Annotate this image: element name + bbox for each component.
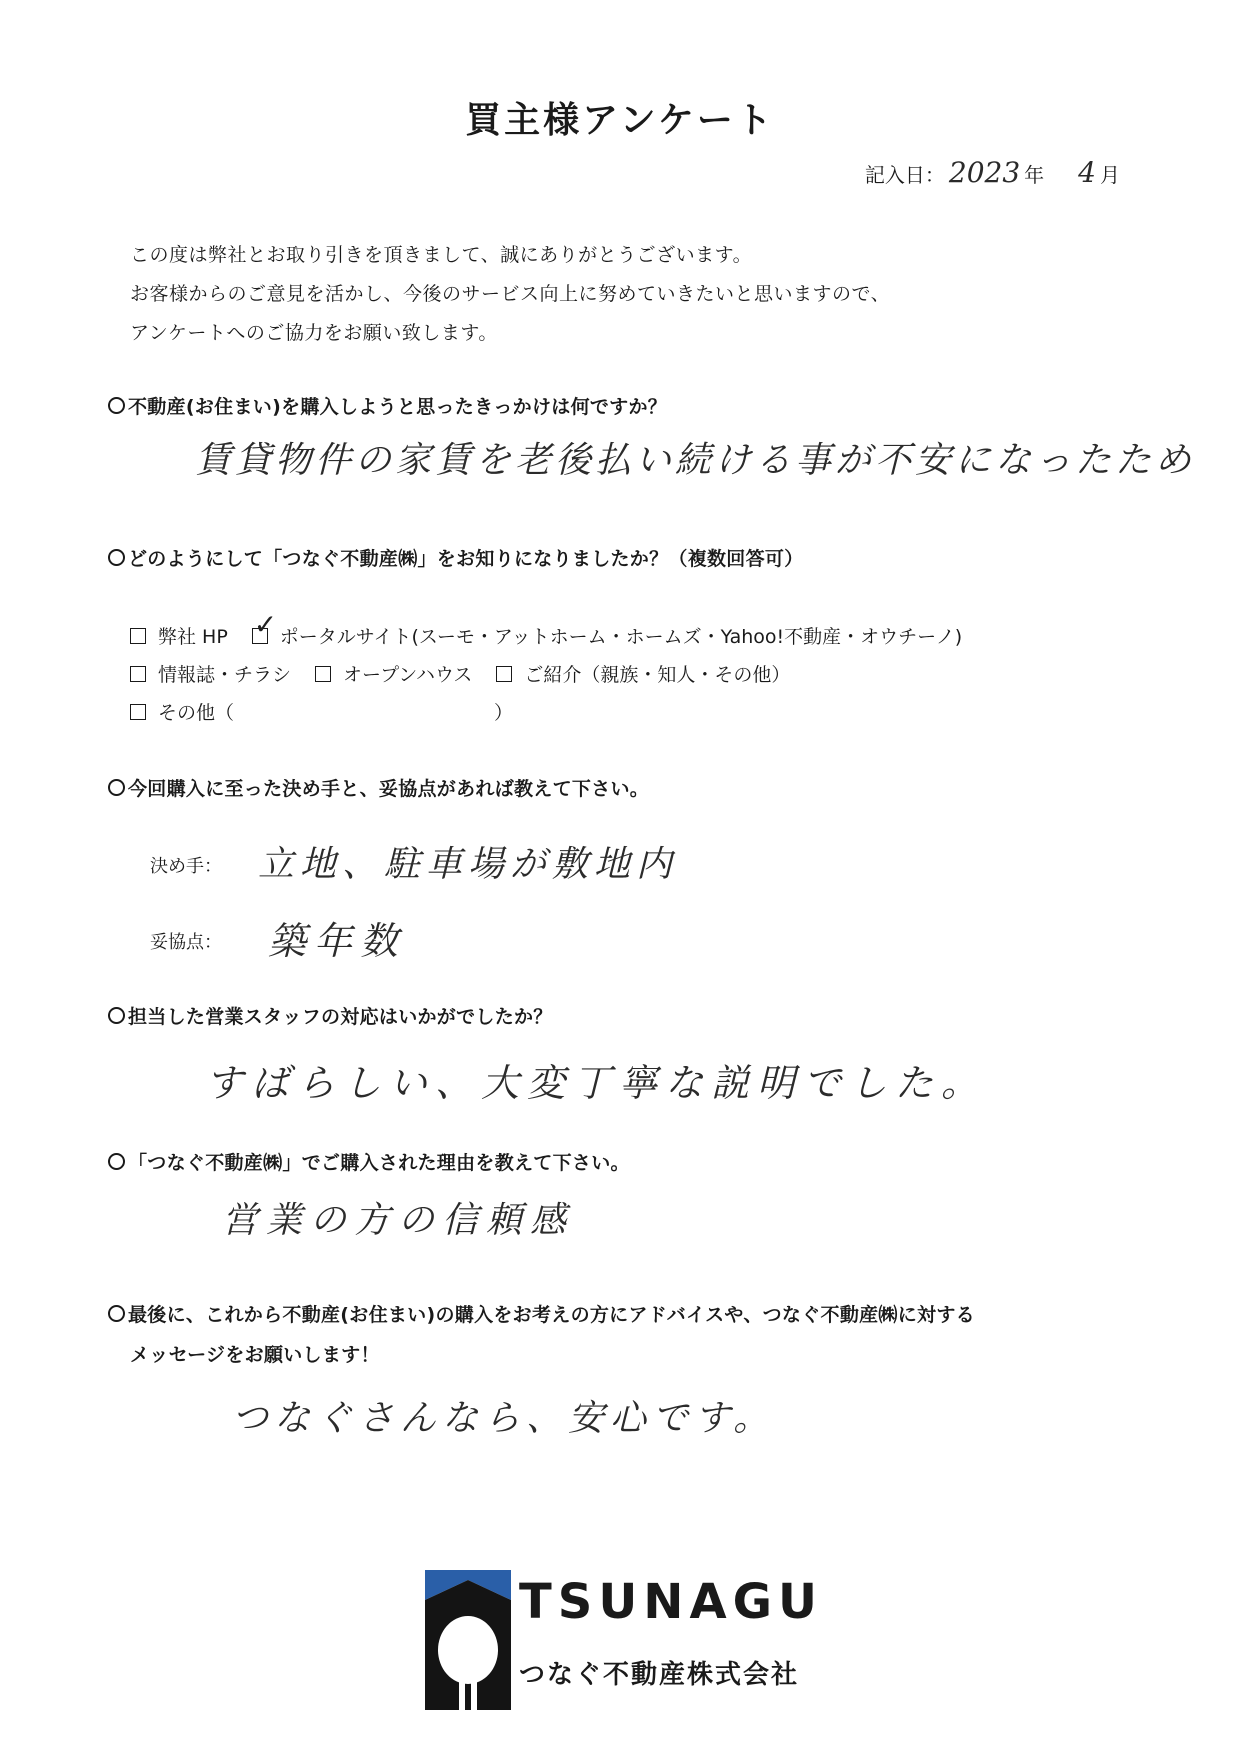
bullet-circle-icon — [108, 549, 125, 566]
compromise-label: 妥協点： — [150, 932, 222, 953]
checkbox-referral[interactable] — [496, 666, 512, 682]
answer-6: つなぐさんなら、安心です。 — [232, 1398, 776, 1439]
decisive-answer: 立地、駐車場が敷地内 — [258, 844, 679, 885]
answer-5: 営業の方の信頼感 — [222, 1200, 575, 1241]
source-options-row-1 — [130, 607, 986, 649]
date-month-unit: 月 — [1100, 163, 1120, 187]
checkbox-hp[interactable] — [130, 628, 146, 644]
answer-4: すばらしい、大変丁寧な説明でした。 — [205, 1061, 988, 1105]
decisive-label: 決め手： — [150, 856, 222, 877]
source-options-row-2 — [130, 660, 814, 687]
date-year-unit: 年 — [1024, 163, 1045, 187]
tsunagu-house-logo-icon — [425, 1570, 511, 1710]
logo-company-name: つなぐ不動産株式会社 — [519, 1660, 800, 1690]
question-1: 不動産(お住まい)を購入しようと思ったきっかけは何ですか？ — [108, 392, 667, 419]
question-6-line-2: メッセージをお願いします！ — [130, 1344, 380, 1366]
answer-1: 賃貸物件の家賃を老後払い続ける事が不安になったため — [195, 440, 1196, 481]
page-title: 買主様アンケート — [465, 100, 775, 141]
date-label: 記入日： — [864, 163, 945, 187]
question-2: どのようにして「つなぐ不動産㈱」をお知りになりましたか？（複数回答可） — [108, 544, 804, 571]
bullet-circle-icon — [108, 779, 125, 796]
option-other[interactable]: その他（ ） — [130, 698, 513, 725]
logo-brand-text: TSUNAGU — [519, 1574, 823, 1630]
option-portal[interactable]: ✓ ポータルサイト(スーモ・アットホーム・ホームズ・Yahoo!不動産・オウチーノ) — [253, 607, 963, 648]
question-5: 「つなぐ不動産㈱」でご購入された理由を教えて下さい。 — [108, 1148, 630, 1175]
intro-line-3: アンケートへのご協力をお願い致します。 — [130, 322, 498, 344]
bullet-circle-icon — [108, 1153, 125, 1170]
date-month-value: 4 — [1078, 156, 1096, 189]
date-year-value: 2023 — [948, 156, 1021, 189]
option-referral[interactable]: ご紹介（親族・知人・その他） — [496, 660, 790, 687]
question-4: 担当した営業スタッフの対応はいかがでしたか？ — [108, 1002, 553, 1029]
bullet-circle-icon — [108, 1305, 125, 1322]
entry-date — [865, 156, 1120, 189]
intro-line-2: お客様からのご意見を活かし、今後のサービス向上に努めていきたいと思いますので、 — [130, 283, 891, 305]
bullet-circle-icon — [108, 1007, 125, 1024]
bullet-circle-icon — [108, 397, 125, 414]
option-hp[interactable]: 弊社 HP — [130, 622, 228, 649]
company-logo — [425, 1570, 825, 1710]
checkbox-flyer[interactable] — [130, 666, 146, 682]
intro-line-1: この度は弊社とお取り引きを頂きまして、誠にありがとうございます。 — [130, 244, 753, 266]
check-icon: ✓ — [253, 607, 278, 641]
checkbox-portal[interactable] — [252, 607, 278, 644]
question-6: 最後に、これから不動産(お住まい)の購入をお考えの方にアドバイスや、つなぐ不動産㈱に対する — [108, 1300, 975, 1327]
checkbox-openhouse[interactable] — [315, 666, 331, 682]
compromise-answer: 築年数 — [268, 919, 407, 963]
option-flyer[interactable]: 情報誌・チラシ — [130, 660, 291, 687]
question-3: 今回購入に至った決め手と、妥協点があれば教えて下さい。 — [108, 774, 649, 801]
source-options-row-3 — [130, 698, 537, 725]
checkbox-other[interactable] — [130, 704, 146, 720]
option-openhouse[interactable]: オープンハウス — [315, 660, 472, 687]
